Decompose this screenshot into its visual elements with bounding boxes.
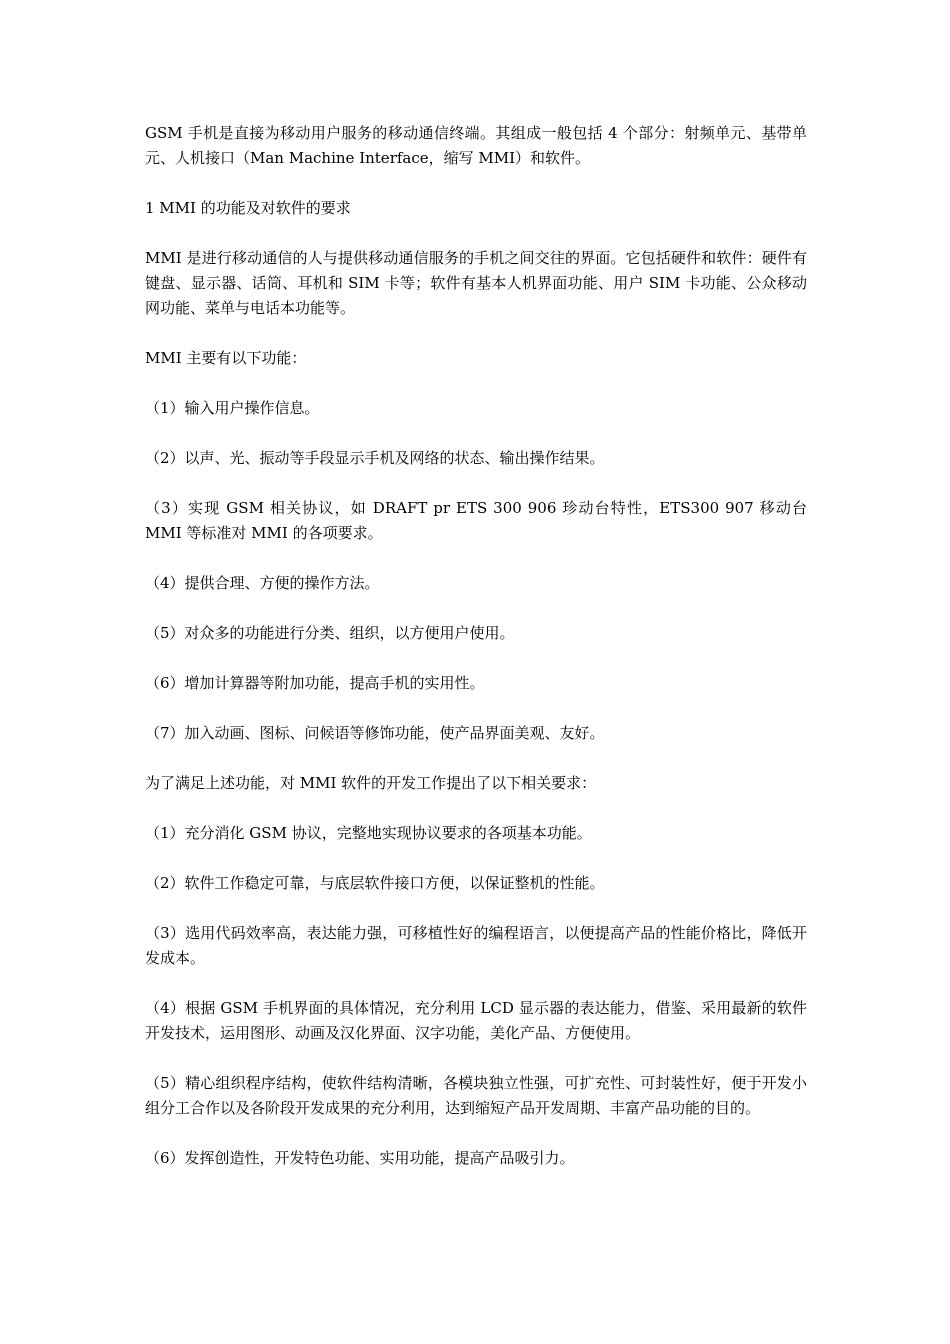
function-item-6: （6）增加计算器等附加功能，提高手机的实用性。 [145,674,485,692]
function-item-5: （5）对众多的功能进行分类、组织，以方便用户使用。 [145,624,515,642]
requirements-intro: 为了满足上述功能，对 MMI 软件的开发工作提出了以下相关要求： [145,774,597,792]
function-item-4: （4）提供合理、方便的操作方法。 [145,574,380,592]
functions-intro: MMI 主要有以下功能： [145,349,307,367]
section-heading: 1 MMI 的功能及对软件的要求 [145,199,351,217]
function-item-1: （1）输入用户操作信息。 [145,399,320,417]
requirement-item-3: （3）选用代码效率高，表达能力强，可移植性好的编程语言，以便提高产品的性能价格比，降低开发成本。 [145,924,807,967]
requirement-item-6: （6）发挥创造性，开发特色功能、实用功能，提高产品吸引力。 [145,1149,575,1167]
mmi-definition-paragraph: MMI 是进行移动通信的人与提供移动通信服务的手机之间交往的界面。它包括硬件和软件：硬件有键盘、显示器、话筒、耳机和 SIM 卡等；软件有基本人机界面功能、用户 SIM 卡功能、公众移动网功能、菜单与电话本功能等。 [145,249,807,317]
function-item-3: （3）实现 GSM 相关协议，如 DRAFT pr ETS 300 906 珍动台特性，ETS300 907 移动台 MMI 等标准对 MMI 的各项要求。 [145,499,807,542]
document-body [145,121,807,1196]
requirement-item-4: （4）根据 GSM 手机界面的具体情况，充分利用 LCD 显示器的表达能力，借鉴、采用最新的软件开发技术，运用图形、动画及汉化界面、汉字功能，美化产品、方便使用。 [145,999,807,1042]
requirement-item-5: （5）精心组织程序结构，使软件结构清晰，各模块独立性强，可扩充性、可封装性好，便于开发小组分工合作以及各阶段开发成果的充分利用，达到缩短产品开发周期、丰富产品功能的目的。 [145,1074,807,1117]
requirement-item-1: （1）充分消化 GSM 协议，完整地实现协议要求的各项基本功能。 [145,824,592,842]
intro-paragraph: GSM 手机是直接为移动用户服务的移动通信终端。其组成一般包括 4 个部分：射频单元、基带单元、人机接口（Man Machine Interface，缩写 MMI）和软件。 [145,124,807,167]
function-item-2: （2）以声、光、振动等手段显示手机及网络的状态、输出操作结果。 [145,449,605,467]
requirement-item-2: （2）软件工作稳定可靠，与底层软件接口方便，以保证整机的性能。 [145,874,605,892]
function-item-7: （7）加入动画、图标、问候语等修饰功能，使产品界面美观、友好。 [145,724,605,742]
